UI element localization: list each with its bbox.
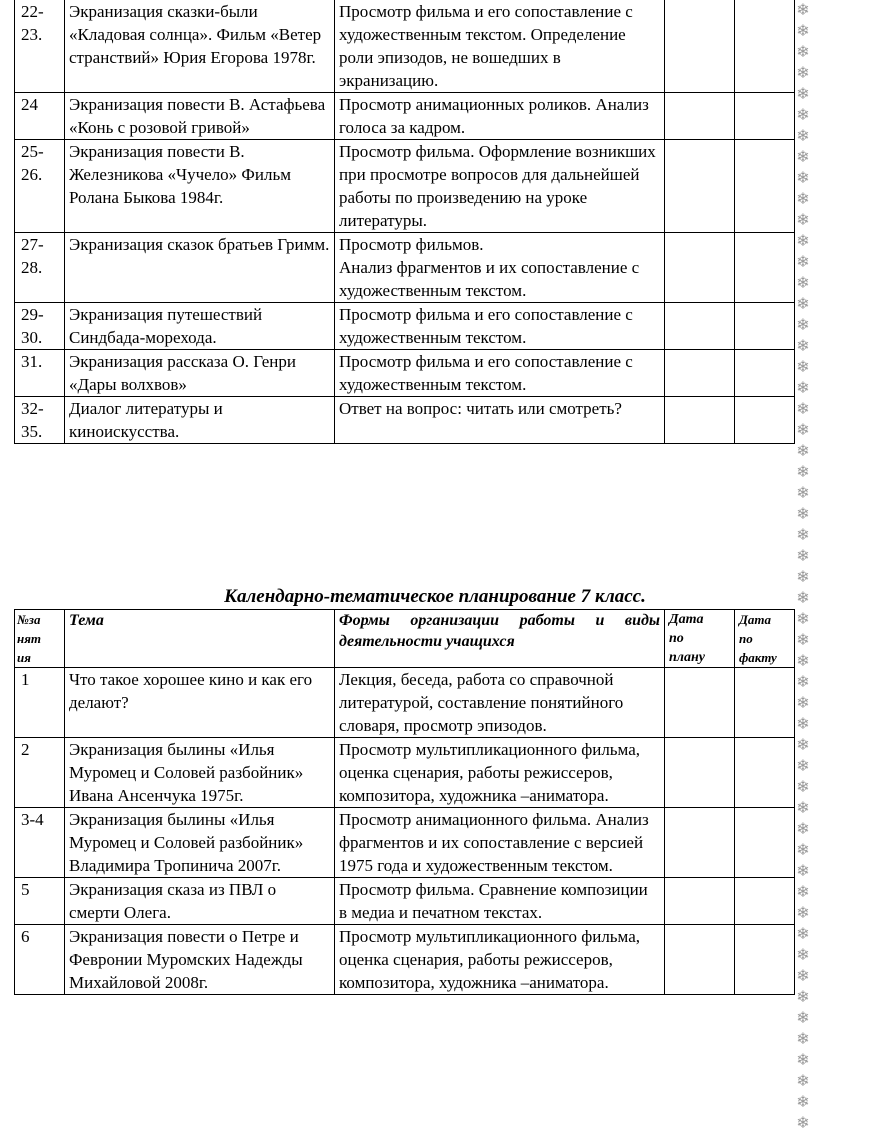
date-plan <box>665 925 735 995</box>
date-fact <box>735 93 795 140</box>
lesson-topic: Экранизация сказки-были «Кладовая солнца». Фильм «Ветер странствий» Юрия Егорова 1978г. <box>65 0 335 93</box>
snowflake-icon: ❄ <box>796 800 810 817</box>
lesson-number: 5 <box>15 878 65 925</box>
lesson-number: 22- 23. <box>15 0 65 93</box>
snowflake-icon: ❄ <box>796 737 810 754</box>
table-row <box>15 878 795 925</box>
lesson-number: 24 <box>15 93 65 140</box>
header-date-fact <box>735 610 795 668</box>
snowflake-icon: ❄ <box>796 1073 810 1090</box>
snowflake-border <box>790 0 816 1132</box>
date-plan <box>665 93 735 140</box>
date-plan <box>665 668 735 738</box>
snowflake-icon: ❄ <box>796 464 810 481</box>
lesson-activity: Лекция, беседа, работа со справочной литературой, составление понятийного словаря, просмотр эпизодов. <box>335 668 665 738</box>
snowflake-icon: ❄ <box>796 569 810 586</box>
snowflake-icon: ❄ <box>796 1052 810 1069</box>
snowflake-icon: ❄ <box>796 254 810 271</box>
snowflake-icon: ❄ <box>796 191 810 208</box>
lesson-table-continued-body <box>15 0 795 444</box>
snowflake-icon: ❄ <box>796 338 810 355</box>
lesson-topic: Экранизация былины «Илья Муромец и Соловей разбойник» Владимира Тропинича 2007г. <box>65 808 335 878</box>
header-date-fact-text: Дата по факту <box>739 612 777 665</box>
snowflake-icon: ❄ <box>796 44 810 61</box>
snowflake-icon: ❄ <box>796 401 810 418</box>
lesson-topic: Экранизация повести В. Астафьева «Конь с розовой гривой» <box>65 93 335 140</box>
snowflake-icon: ❄ <box>796 506 810 523</box>
snowflake-icon: ❄ <box>796 2 810 19</box>
snowflake-icon: ❄ <box>796 128 810 145</box>
table-row <box>15 140 795 233</box>
snowflake-icon: ❄ <box>796 359 810 376</box>
snowflake-icon: ❄ <box>796 170 810 187</box>
lesson-activity: Просмотр фильма. Оформление возникших при просмотре вопросов для дальнейшей работы по произведению на уроке литературы. <box>335 140 665 233</box>
lesson-topic: Экранизация былины «Илья Муромец и Соловей разбойник» Ивана Ансенчука 1975г. <box>65 738 335 808</box>
header-date-plan <box>665 610 735 668</box>
snowflake-icon: ❄ <box>796 674 810 691</box>
snowflake-icon: ❄ <box>796 758 810 775</box>
date-plan <box>665 303 735 350</box>
lesson-activity: Просмотр мультипликационного фильма, оценка сценария, работы режиссеров, композитора, художника –аниматора. <box>335 738 665 808</box>
date-plan <box>665 140 735 233</box>
snowflake-icon: ❄ <box>796 23 810 40</box>
table-header-row <box>15 610 795 668</box>
lesson-table-grade7-body <box>15 668 795 995</box>
lesson-topic: Экранизация сказок братьев Гримм. <box>65 233 335 303</box>
table-row <box>15 0 795 93</box>
lesson-topic: Диалог литературы и киноискусства. <box>65 397 335 444</box>
table-row <box>15 350 795 397</box>
lesson-topic: Экранизация повести В. Железникова «Чучело» Фильм Ролана Быкова 1984г. <box>65 140 335 233</box>
snowflake-icon: ❄ <box>796 380 810 397</box>
lesson-activity: Просмотр фильма и его сопоставление с художественным текстом. Определение роли эпизодов, не вошедших в экранизацию. <box>335 0 665 93</box>
date-plan <box>665 878 735 925</box>
snowflake-icon: ❄ <box>796 842 810 859</box>
lesson-topic: Что такое хорошее кино и как его делают? <box>65 668 335 738</box>
snowflake-icon: ❄ <box>796 485 810 502</box>
lesson-topic: Экранизация повести о Петре и Февронии Муромских Надежды Михайловой 2008г. <box>65 925 335 995</box>
lesson-activity: Просмотр анимационных роликов. Анализ голоса за кадром. <box>335 93 665 140</box>
date-fact <box>735 0 795 93</box>
date-plan <box>665 0 735 93</box>
snowflake-icon: ❄ <box>796 632 810 649</box>
lesson-number: 1 <box>15 668 65 738</box>
snowflake-icon: ❄ <box>796 275 810 292</box>
lesson-number: 2 <box>15 738 65 808</box>
snowflake-icon: ❄ <box>796 443 810 460</box>
snowflake-icon: ❄ <box>796 989 810 1006</box>
table-row <box>15 303 795 350</box>
snowflake-icon: ❄ <box>796 863 810 880</box>
snowflake-icon: ❄ <box>796 884 810 901</box>
snowflake-icon: ❄ <box>796 1031 810 1048</box>
date-fact <box>735 668 795 738</box>
lesson-table-continued <box>14 0 795 444</box>
date-fact <box>735 878 795 925</box>
header-forms-text: Формы организации работы и виды деятельности учащихся <box>339 612 660 650</box>
date-plan <box>665 350 735 397</box>
lesson-activity: Просмотр фильма и его сопоставление с художественным текстом. <box>335 350 665 397</box>
snowflake-icon: ❄ <box>796 695 810 712</box>
snowflake-icon: ❄ <box>796 968 810 985</box>
date-plan <box>665 397 735 444</box>
snowflake-icon: ❄ <box>796 86 810 103</box>
snowflake-icon: ❄ <box>796 548 810 565</box>
date-fact <box>735 140 795 233</box>
snowflake-icon: ❄ <box>796 296 810 313</box>
lesson-activity: Просмотр фильма. Сравнение композиции в медиа и печатном текстах. <box>335 878 665 925</box>
snowflake-icon: ❄ <box>796 653 810 670</box>
snowflake-icon: ❄ <box>796 905 810 922</box>
snowflake-icon: ❄ <box>796 779 810 796</box>
table-row <box>15 738 795 808</box>
lesson-activity: Ответ на вопрос: читать или смотреть? <box>335 397 665 444</box>
lesson-topic: Экранизация сказа из ПВЛ о смерти Олега. <box>65 878 335 925</box>
snowflake-icon: ❄ <box>796 212 810 229</box>
snowflake-icon: ❄ <box>796 716 810 733</box>
snowflake-icon: ❄ <box>796 611 810 628</box>
date-fact <box>735 350 795 397</box>
header-topic-text: Тема <box>69 612 104 629</box>
date-fact <box>735 808 795 878</box>
table-row <box>15 925 795 995</box>
lesson-activity: Просмотр фильма и его сопоставление с художественным текстом. <box>335 303 665 350</box>
date-fact <box>735 233 795 303</box>
snowflake-icon: ❄ <box>796 590 810 607</box>
header-lesson-number <box>15 610 65 668</box>
lesson-number: 3-4 <box>15 808 65 878</box>
header-lesson-number-text: №за нят ия <box>17 612 42 665</box>
lesson-number: 27- 28. <box>15 233 65 303</box>
table-row <box>15 233 795 303</box>
lesson-topic: Экранизация рассказа О. Генри «Дары волхвов» <box>65 350 335 397</box>
date-fact <box>735 738 795 808</box>
table-row <box>15 808 795 878</box>
snowflake-icon: ❄ <box>796 107 810 124</box>
date-fact <box>735 925 795 995</box>
date-fact <box>735 397 795 444</box>
date-plan <box>665 233 735 303</box>
table-row <box>15 93 795 140</box>
snowflake-icon: ❄ <box>796 422 810 439</box>
date-fact <box>735 303 795 350</box>
date-plan <box>665 808 735 878</box>
snowflake-icon: ❄ <box>796 1094 810 1111</box>
snowflake-icon: ❄ <box>796 926 810 943</box>
lesson-activity: Просмотр фильмов. Анализ фрагментов и их сопоставление с художественным текстом. <box>335 233 665 303</box>
lesson-activity: Просмотр мультипликационного фильма, оценка сценария, работы режиссеров, композитора, художника –аниматора. <box>335 925 665 995</box>
lesson-activity: Просмотр анимационного фильма. Анализ фрагментов и их сопоставление с версией 1975 года и художественным текстом. <box>335 808 665 878</box>
snowflake-icon: ❄ <box>796 149 810 166</box>
lesson-number: 6 <box>15 925 65 995</box>
snowflake-icon: ❄ <box>796 821 810 838</box>
snowflake-icon: ❄ <box>796 1010 810 1027</box>
table-row <box>15 397 795 444</box>
header-topic <box>65 610 335 668</box>
date-plan <box>665 738 735 808</box>
snowflake-icon: ❄ <box>796 233 810 250</box>
lesson-number: 29- 30. <box>15 303 65 350</box>
table-row <box>15 668 795 738</box>
snowflake-icon: ❄ <box>796 65 810 82</box>
header-forms <box>335 610 665 668</box>
lesson-number: 32- 35. <box>15 397 65 444</box>
lesson-number: 25- 26. <box>15 140 65 233</box>
lesson-number: 31. <box>15 350 65 397</box>
section-heading: Календарно-тематическое планирование 7 класс. <box>224 586 646 607</box>
snowflake-icon: ❄ <box>796 527 810 544</box>
snowflake-icon: ❄ <box>796 947 810 964</box>
lesson-topic: Экранизация путешествий Синдбада-морехода. <box>65 303 335 350</box>
snowflake-icon: ❄ <box>796 1115 810 1132</box>
header-date-plan-text: Дата по плану <box>669 612 705 665</box>
snowflake-icon: ❄ <box>796 317 810 334</box>
lesson-table-grade7 <box>14 609 795 995</box>
